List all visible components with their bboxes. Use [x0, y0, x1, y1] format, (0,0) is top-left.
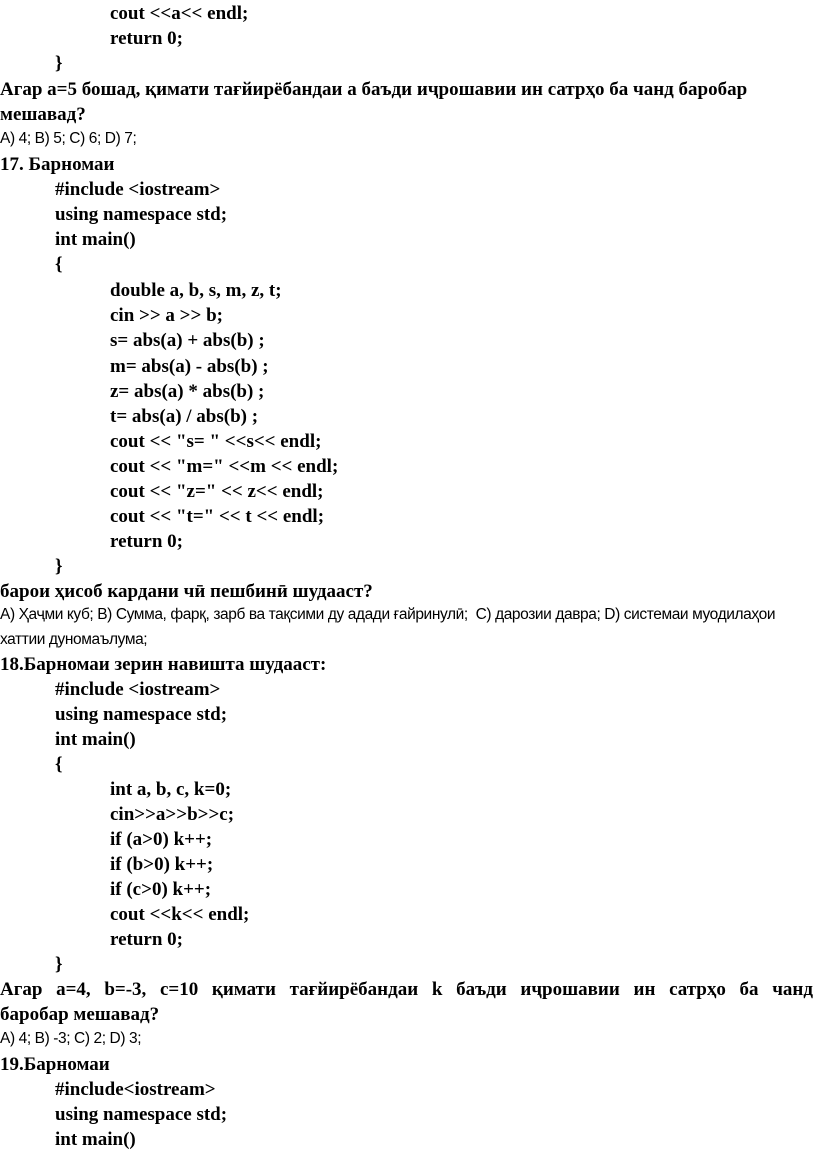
answer-options: A) Ҳаҷми куб; B) Сумма, фарқ, зарб ва тақсими ду адади ғайринулӣ; C) дарозии давра; D) системаи муодилаҳои [0, 606, 776, 623]
code-line: int a, b, c, k=0; [110, 779, 232, 800]
question-text: мешавад? [0, 104, 86, 125]
code-line: cout << "m=" <<m << endl; [110, 456, 339, 477]
code-line: s= abs(a) + abs(b) ; [110, 330, 265, 351]
code-line: cout <<k<< endl; [110, 904, 250, 925]
code-line: cin>>a>>b>>c; [110, 804, 235, 825]
code-line: return 0; [110, 28, 183, 49]
code-line: using namespace std; [55, 704, 228, 725]
code-line: int main() [55, 729, 136, 750]
code-line: double a, b, s, m, z, t; [110, 280, 282, 301]
code-line: #include <iostream> [55, 179, 221, 200]
question-title: 17. Барномаи [0, 154, 115, 175]
code-line: } [55, 954, 63, 975]
code-line: if (b>0) k++; [110, 854, 214, 875]
code-line: cout << "t=" << t << endl; [110, 506, 325, 527]
code-line: #include<iostream> [55, 1079, 216, 1100]
code-line: } [55, 53, 63, 74]
code-line: int main() [55, 1129, 136, 1150]
code-line: cout << "z=" << z<< endl; [110, 481, 324, 502]
question-title: 19.Барномаи [0, 1054, 110, 1075]
answer-options: A) 4; B) -3; C) 2; D) 3; [0, 1030, 142, 1047]
code-line: int main() [55, 229, 136, 250]
code-line: t= abs(a) / abs(b) ; [110, 406, 259, 427]
code-line: if (a>0) k++; [110, 829, 213, 850]
question-text: барои ҳисоб кардани чӣ пешбинӣ шудааст? [0, 581, 373, 602]
code-line: #include <iostream> [55, 679, 221, 700]
code-line: m= abs(a) - abs(b) ; [110, 356, 269, 377]
question-title: 18.Барномаи зерин навишта шудааст: [0, 654, 327, 675]
code-line: using namespace std; [55, 1104, 228, 1125]
question-text: баробар мешавад? [0, 1004, 160, 1025]
code-line: return 0; [110, 929, 183, 950]
answer-options: A) 4; B) 5; C) 6; D) 7; [0, 130, 137, 147]
code-line: cout << "s= " <<s<< endl; [110, 431, 322, 452]
code-line: } [55, 556, 63, 577]
code-line: cout <<a<< endl; [110, 3, 249, 24]
code-line: cin >> a >> b; [110, 305, 223, 326]
code-line: return 0; [110, 531, 183, 552]
question-text: Агар a=4, b=-3, c=10 қимати тағйирёбандаи k баъди иҷрошавии ин сатрҳо ба чанд [0, 979, 813, 1000]
code-line: using namespace std; [55, 204, 228, 225]
code-line: { [55, 754, 63, 775]
code-line: if (c>0) k++; [110, 879, 212, 900]
question-text: Агар a=5 бошад, қимати тағйирёбандаи a баъди иҷрошавии ин сатрҳо ба чанд баробар [0, 79, 748, 100]
answer-options: хаттии дуномаълума; [0, 631, 148, 648]
code-line: z= abs(a) * abs(b) ; [110, 381, 265, 402]
code-line: { [55, 254, 63, 275]
